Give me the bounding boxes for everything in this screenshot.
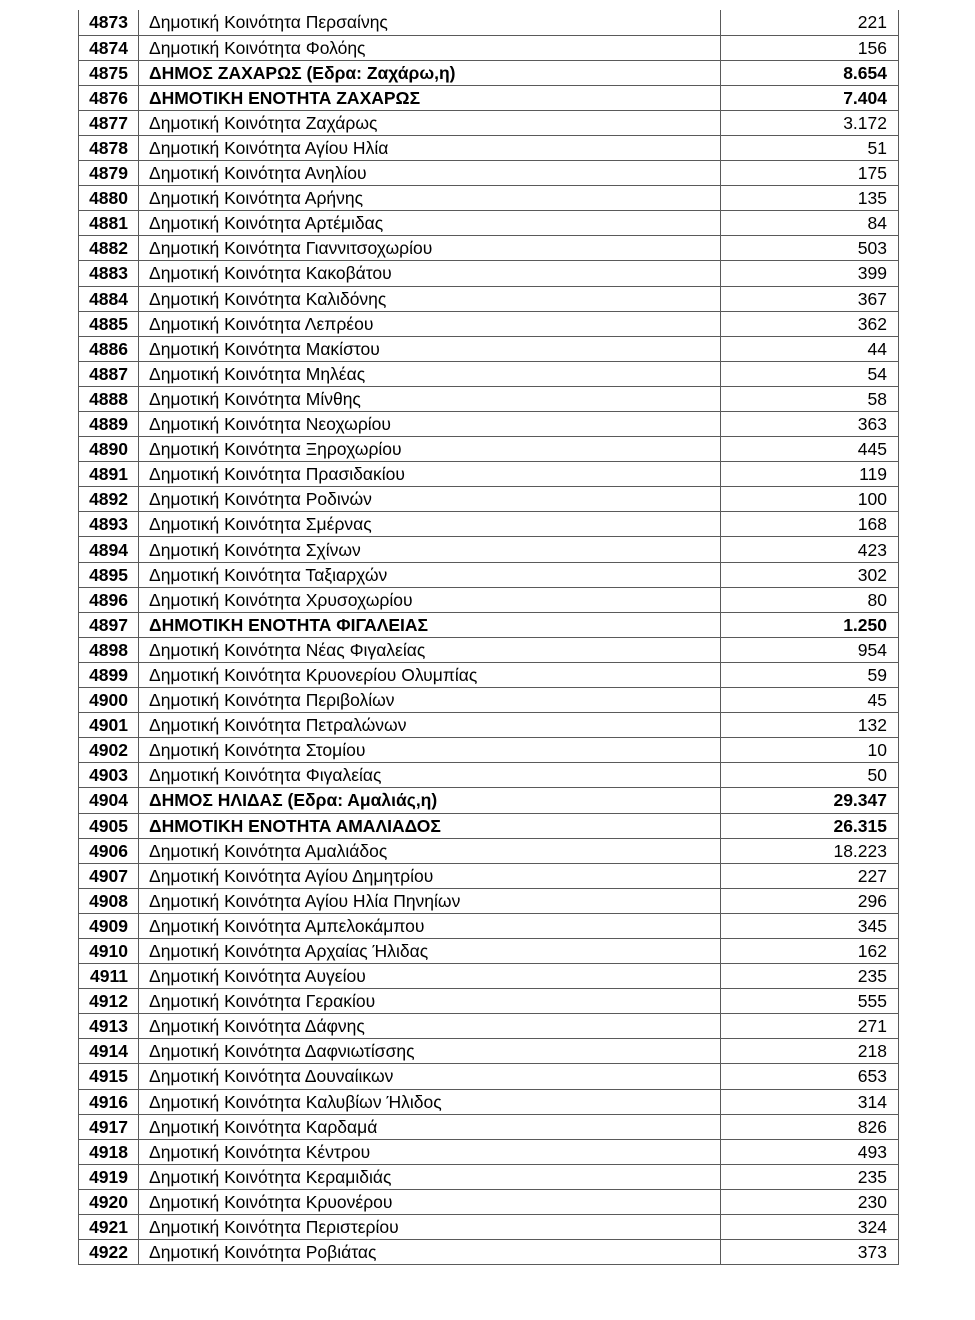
document-page [78, 10, 898, 1265]
row-value: 135 [721, 186, 899, 211]
table-row [79, 713, 899, 738]
table-row [79, 35, 899, 60]
table-row [79, 1189, 899, 1214]
row-value: 653 [721, 1064, 899, 1089]
row-value: 54 [721, 361, 899, 386]
row-value: 423 [721, 537, 899, 562]
row-name: Δημοτική Κοινότητα Κέντρου [139, 1139, 721, 1164]
row-name: Δημοτική Κοινότητα Καλυβίων Ήλιδος [139, 1089, 721, 1114]
row-code: 4882 [79, 236, 139, 261]
row-code: 4888 [79, 386, 139, 411]
row-name: Δημοτική Κοινότητα Νέας Φιγαλείας [139, 637, 721, 662]
row-name: Δημοτική Κοινότητα Χρυσοχωρίου [139, 587, 721, 612]
row-code: 4900 [79, 688, 139, 713]
row-value: 80 [721, 587, 899, 612]
row-code: 4912 [79, 989, 139, 1014]
table-row [79, 336, 899, 361]
row-name: Δημοτική Κοινότητα Ξηροχωρίου [139, 437, 721, 462]
row-code: 4874 [79, 35, 139, 60]
row-name: Δημοτική Κοινότητα Δουναίικων [139, 1064, 721, 1089]
row-name: Δημοτική Κοινότητα Δάφνης [139, 1014, 721, 1039]
row-code: 4895 [79, 562, 139, 587]
row-code: 4918 [79, 1139, 139, 1164]
row-value: 503 [721, 236, 899, 261]
table-row [79, 361, 899, 386]
row-code: 4916 [79, 1089, 139, 1114]
row-code: 4873 [79, 10, 139, 35]
row-value: 8.654 [721, 60, 899, 85]
row-name: Δημοτική Κοινότητα Μίνθης [139, 386, 721, 411]
row-code: 4911 [79, 964, 139, 989]
row-name: Δημοτική Κοινότητα Κρυονερίου Ολυμπίας [139, 662, 721, 687]
row-code: 4878 [79, 135, 139, 160]
row-code: 4909 [79, 913, 139, 938]
row-name: ΔΗΜΟΤΙΚΗ ΕΝΟΤΗΤΑ ΑΜΑΛΙΑΔΟΣ [139, 813, 721, 838]
population-table [78, 10, 899, 1265]
row-code: 4920 [79, 1189, 139, 1214]
table-row [79, 662, 899, 687]
table-row [79, 211, 899, 236]
row-name: Δημοτική Κοινότητα Περιστερίου [139, 1215, 721, 1240]
row-name: Δημοτική Κοινότητα Καλιδόνης [139, 286, 721, 311]
table-row [79, 788, 899, 813]
row-code: 4905 [79, 813, 139, 838]
row-name: Δημοτική Κοινότητα Γερακίου [139, 989, 721, 1014]
table-row [79, 1089, 899, 1114]
table-row [79, 1215, 899, 1240]
row-value: 345 [721, 913, 899, 938]
table-row [79, 1240, 899, 1265]
row-name: Δημοτική Κοινότητα Αρήνης [139, 186, 721, 211]
table-row [79, 1139, 899, 1164]
row-value: 221 [721, 10, 899, 35]
row-code: 4889 [79, 412, 139, 437]
row-name: ΔΗΜΟΣ ΗΛΙΔΑΣ (Εδρα: Αμαλιάς,η) [139, 788, 721, 813]
row-value: 45 [721, 688, 899, 713]
row-name: Δημοτική Κοινότητα Νεοχωρίου [139, 412, 721, 437]
row-name: Δημοτική Κοινότητα Πετραλώνων [139, 713, 721, 738]
table-row [79, 838, 899, 863]
row-name: Δημοτική Κοινότητα Κεραμιδιάς [139, 1164, 721, 1189]
table-row [79, 1014, 899, 1039]
row-value: 59 [721, 662, 899, 687]
row-code: 4896 [79, 587, 139, 612]
row-code: 4919 [79, 1164, 139, 1189]
table-body [79, 10, 899, 1265]
row-value: 235 [721, 1164, 899, 1189]
row-value: 3.172 [721, 110, 899, 135]
row-value: 954 [721, 637, 899, 662]
row-value: 175 [721, 161, 899, 186]
table-row [79, 85, 899, 110]
table-row [79, 437, 899, 462]
table-row [79, 537, 899, 562]
table-row [79, 1114, 899, 1139]
row-value: 18.223 [721, 838, 899, 863]
table-row [79, 512, 899, 537]
row-name: Δημοτική Κοινότητα Αγίου Δημητρίου [139, 863, 721, 888]
table-row [79, 1064, 899, 1089]
row-value: 10 [721, 738, 899, 763]
row-name: Δημοτική Κοινότητα Μηλέας [139, 361, 721, 386]
row-value: 162 [721, 938, 899, 963]
row-value: 7.404 [721, 85, 899, 110]
row-value: 119 [721, 462, 899, 487]
table-row [79, 462, 899, 487]
row-name: Δημοτική Κοινότητα Αρτέμιδας [139, 211, 721, 236]
row-name: Δημοτική Κοινότητα Περιβολίων [139, 688, 721, 713]
row-name: Δημοτική Κοινότητα Λεπρέου [139, 311, 721, 336]
row-value: 555 [721, 989, 899, 1014]
row-value: 235 [721, 964, 899, 989]
table-row [79, 236, 899, 261]
row-code: 4893 [79, 512, 139, 537]
table-row [79, 964, 899, 989]
row-code: 4876 [79, 85, 139, 110]
table-row [79, 562, 899, 587]
row-code: 4906 [79, 838, 139, 863]
row-code: 4921 [79, 1215, 139, 1240]
row-code: 4915 [79, 1064, 139, 1089]
table-row [79, 60, 899, 85]
table-row [79, 1039, 899, 1064]
row-value: 58 [721, 386, 899, 411]
row-value: 324 [721, 1215, 899, 1240]
row-code: 4892 [79, 487, 139, 512]
row-code: 4894 [79, 537, 139, 562]
table-row [79, 186, 899, 211]
row-name: Δημοτική Κοινότητα Γιαννιτσοχωρίου [139, 236, 721, 261]
row-value: 218 [721, 1039, 899, 1064]
row-code: 4897 [79, 612, 139, 637]
row-code: 4904 [79, 788, 139, 813]
row-code: 4886 [79, 336, 139, 361]
row-value: 302 [721, 562, 899, 587]
row-code: 4875 [79, 60, 139, 85]
row-name: Δημοτική Κοινότητα Δαφνιωτίσσης [139, 1039, 721, 1064]
row-value: 399 [721, 261, 899, 286]
row-code: 4917 [79, 1114, 139, 1139]
row-value: 363 [721, 412, 899, 437]
row-code: 4877 [79, 110, 139, 135]
row-value: 29.347 [721, 788, 899, 813]
row-code: 4885 [79, 311, 139, 336]
row-code: 4883 [79, 261, 139, 286]
row-code: 4890 [79, 437, 139, 462]
table-row [79, 612, 899, 637]
row-name: Δημοτική Κοινότητα Αυγείου [139, 964, 721, 989]
row-name: Δημοτική Κοινότητα Κρυονέρου [139, 1189, 721, 1214]
table-row [79, 989, 899, 1014]
row-name: Δημοτική Κοινότητα Ροδινών [139, 487, 721, 512]
row-value: 271 [721, 1014, 899, 1039]
row-code: 4884 [79, 286, 139, 311]
row-name: Δημοτική Κοινότητα Μακίστου [139, 336, 721, 361]
table-row [79, 412, 899, 437]
row-name: Δημοτική Κοινότητα Καρδαμά [139, 1114, 721, 1139]
table-row [79, 813, 899, 838]
row-name: Δημοτική Κοινότητα Σμέρνας [139, 512, 721, 537]
row-value: 132 [721, 713, 899, 738]
table-row [79, 286, 899, 311]
table-row [79, 10, 899, 35]
row-name: Δημοτική Κοινότητα Αμπελοκάμπου [139, 913, 721, 938]
row-code: 4907 [79, 863, 139, 888]
row-code: 4899 [79, 662, 139, 687]
table-row [79, 938, 899, 963]
row-value: 168 [721, 512, 899, 537]
row-name: ΔΗΜΟΣ ΖΑΧΑΡΩΣ (Εδρα: Ζαχάρω,η) [139, 60, 721, 85]
row-value: 44 [721, 336, 899, 361]
row-name: ΔΗΜΟΤΙΚΗ ΕΝΟΤΗΤΑ ΖΑΧΑΡΩΣ [139, 85, 721, 110]
table-row [79, 161, 899, 186]
row-value: 227 [721, 863, 899, 888]
row-value: 367 [721, 286, 899, 311]
row-value: 296 [721, 888, 899, 913]
row-value: 826 [721, 1114, 899, 1139]
row-name: Δημοτική Κοινότητα Αρχαίας Ήλιδας [139, 938, 721, 963]
row-code: 4922 [79, 1240, 139, 1265]
table-row [79, 738, 899, 763]
row-code: 4898 [79, 637, 139, 662]
table-row [79, 637, 899, 662]
row-value: 362 [721, 311, 899, 336]
table-row [79, 261, 899, 286]
row-name: Δημοτική Κοινότητα Πρασιδακίου [139, 462, 721, 487]
table-row [79, 888, 899, 913]
row-code: 4901 [79, 713, 139, 738]
row-name: Δημοτική Κοινότητα Ροβιάτας [139, 1240, 721, 1265]
row-code: 4879 [79, 161, 139, 186]
row-value: 314 [721, 1089, 899, 1114]
row-code: 4914 [79, 1039, 139, 1064]
row-name: Δημοτική Κοινότητα Αγίου Ηλία [139, 135, 721, 160]
table-row [79, 386, 899, 411]
row-code: 4902 [79, 738, 139, 763]
row-value: 156 [721, 35, 899, 60]
table-row [79, 763, 899, 788]
row-name: Δημοτική Κοινότητα Ανηλίου [139, 161, 721, 186]
table-row [79, 913, 899, 938]
row-name: Δημοτική Κοινότητα Σχίνων [139, 537, 721, 562]
row-name: Δημοτική Κοινότητα Αμαλιάδος [139, 838, 721, 863]
row-name: Δημοτική Κοινότητα Ταξιαρχών [139, 562, 721, 587]
table-row [79, 487, 899, 512]
table-row [79, 1164, 899, 1189]
table-row [79, 135, 899, 160]
row-code: 4891 [79, 462, 139, 487]
row-name: Δημοτική Κοινότητα Στομίου [139, 738, 721, 763]
row-value: 445 [721, 437, 899, 462]
table-row [79, 863, 899, 888]
row-code: 4880 [79, 186, 139, 211]
row-value: 51 [721, 135, 899, 160]
row-name: Δημοτική Κοινότητα Κακοβάτου [139, 261, 721, 286]
row-name: Δημοτική Κοινότητα Φιγαλείας [139, 763, 721, 788]
row-value: 50 [721, 763, 899, 788]
row-name: ΔΗΜΟΤΙΚΗ ΕΝΟΤΗΤΑ ΦΙΓΑΛΕΙΑΣ [139, 612, 721, 637]
row-code: 4903 [79, 763, 139, 788]
row-code: 4908 [79, 888, 139, 913]
row-value: 26.315 [721, 813, 899, 838]
row-code: 4910 [79, 938, 139, 963]
row-name: Δημοτική Κοινότητα Αγίου Ηλία Πηνηίων [139, 888, 721, 913]
row-value: 84 [721, 211, 899, 236]
table-row [79, 587, 899, 612]
row-value: 230 [721, 1189, 899, 1214]
row-name: Δημοτική Κοινότητα Φολόης [139, 35, 721, 60]
row-name: Δημοτική Κοινότητα Περσαίνης [139, 10, 721, 35]
row-code: 4913 [79, 1014, 139, 1039]
row-name: Δημοτική Κοινότητα Ζαχάρως [139, 110, 721, 135]
table-row [79, 688, 899, 713]
row-code: 4887 [79, 361, 139, 386]
row-value: 373 [721, 1240, 899, 1265]
row-value: 1.250 [721, 612, 899, 637]
table-row [79, 311, 899, 336]
table-row [79, 110, 899, 135]
row-value: 100 [721, 487, 899, 512]
row-value: 493 [721, 1139, 899, 1164]
row-code: 4881 [79, 211, 139, 236]
